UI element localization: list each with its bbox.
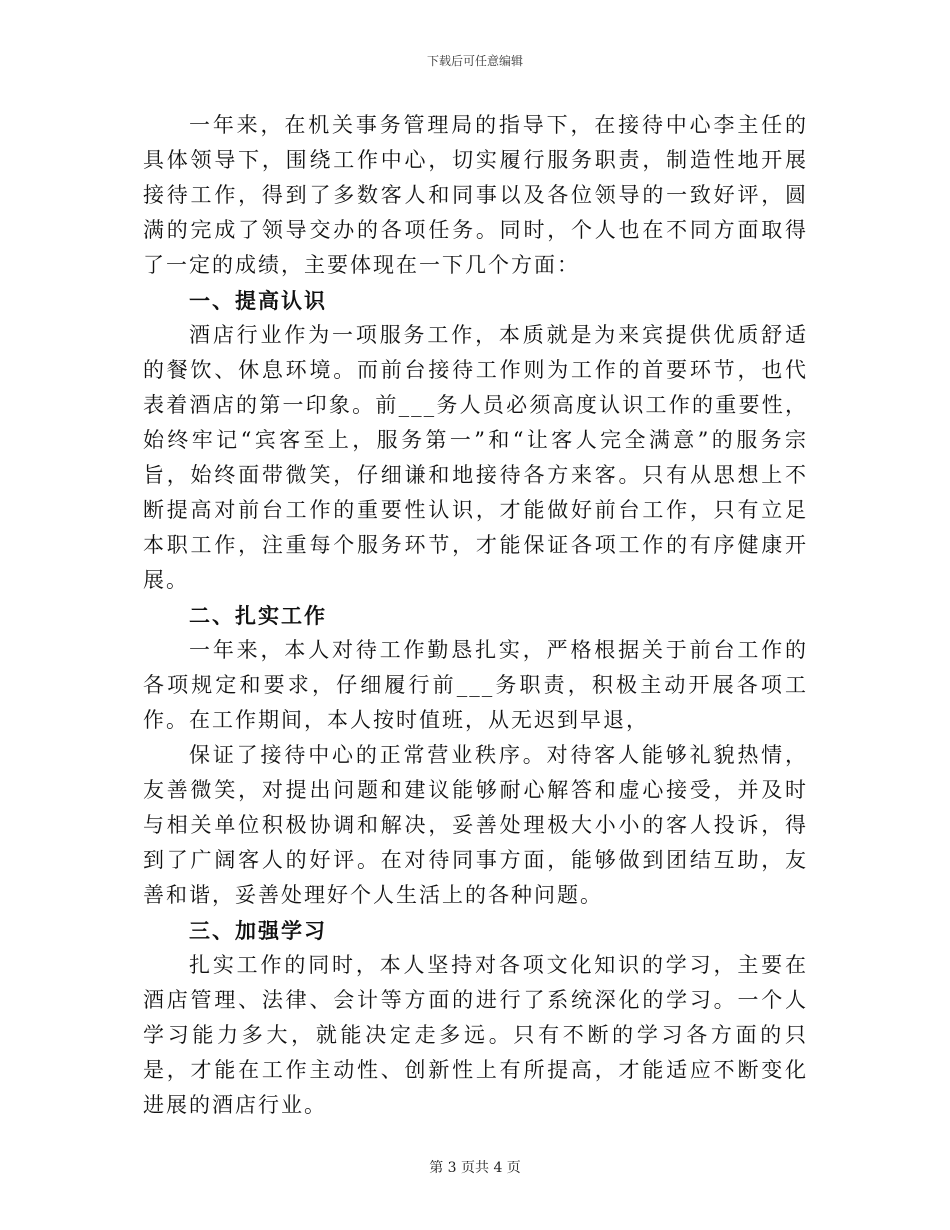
page-number: 第 3 页共 4 页 <box>429 1160 521 1176</box>
section-2-paragraph-1: 一年来，本人对待工作勤恳扎实，严格根据关于前台工作的各项规定和要求，仔细履行前___务职责，积极主动开展各项工作。在工作期间，本人按时值班，从无迟到早退， <box>143 638 808 732</box>
document-body <box>143 108 808 1123</box>
intro-paragraph: 一年来，在机关事务管理局的指导下，在接待中心李主任的具体领导下，围绕工作中心，切实履行服务职责，制造性地开展接待工作，得到了多数客人和同事以及各位领导的一致好评，圆满的完成了领导交办的各项任务。同时，个人也在不同方面取得了一定的成绩，主要体现在一下几个方面： <box>143 113 808 277</box>
section-heading-3: 三、加强学习 <box>189 918 327 943</box>
section-heading-2: 二、扎实工作 <box>189 603 327 628</box>
section-2-paragraph-2: 保证了接待中心的正常营业秩序。对待客人能够礼貌热情，友善微笑，对提出问题和建议能够耐心解答和虚心接受，并及时与相关单位积极协调和解决，妥善处理极大小小的客人投诉，得到了广阔客人的好评。在对待同事方面，能够做到团结互助，友善和谐，妥善处理好个人生活上的各种问题。 <box>143 743 808 907</box>
section-3-paragraph: 扎实工作的同时，本人坚持对各项文化知识的学习，主要在酒店管理、法律、会计等方面的进行了系统深化的学习。一个人学习能力多大，就能决定走多远。只有不断的学习各方面的只是，才能在工作主动性、创新性上有所提高，才能适应不断变化进展的酒店行业。 <box>143 953 808 1117</box>
section-heading-1: 一、提高认识 <box>189 288 327 313</box>
page-header: 下载后可任意编辑 <box>426 54 523 68</box>
section-1-paragraph: 酒店行业作为一项服务工作，本质就是为来宾提供优质舒适的餐饮、休息环境。而前台接待工作则为工作的首要环节，也代表着酒店的第一印象。前___务人员必须高度认识工作的重要性，始终牢记“宾客至上，服务第一”和“让客人完全满意”的服务宗旨，始终面带微笑，仔细谦和地接待各方来客。只有从思想上不断提高对前台工作的重要性认识，才能做好前台工作，只有立足本职工作，注重每个服务环节，才能保证各项工作的有序健康开展。 <box>143 323 808 592</box>
